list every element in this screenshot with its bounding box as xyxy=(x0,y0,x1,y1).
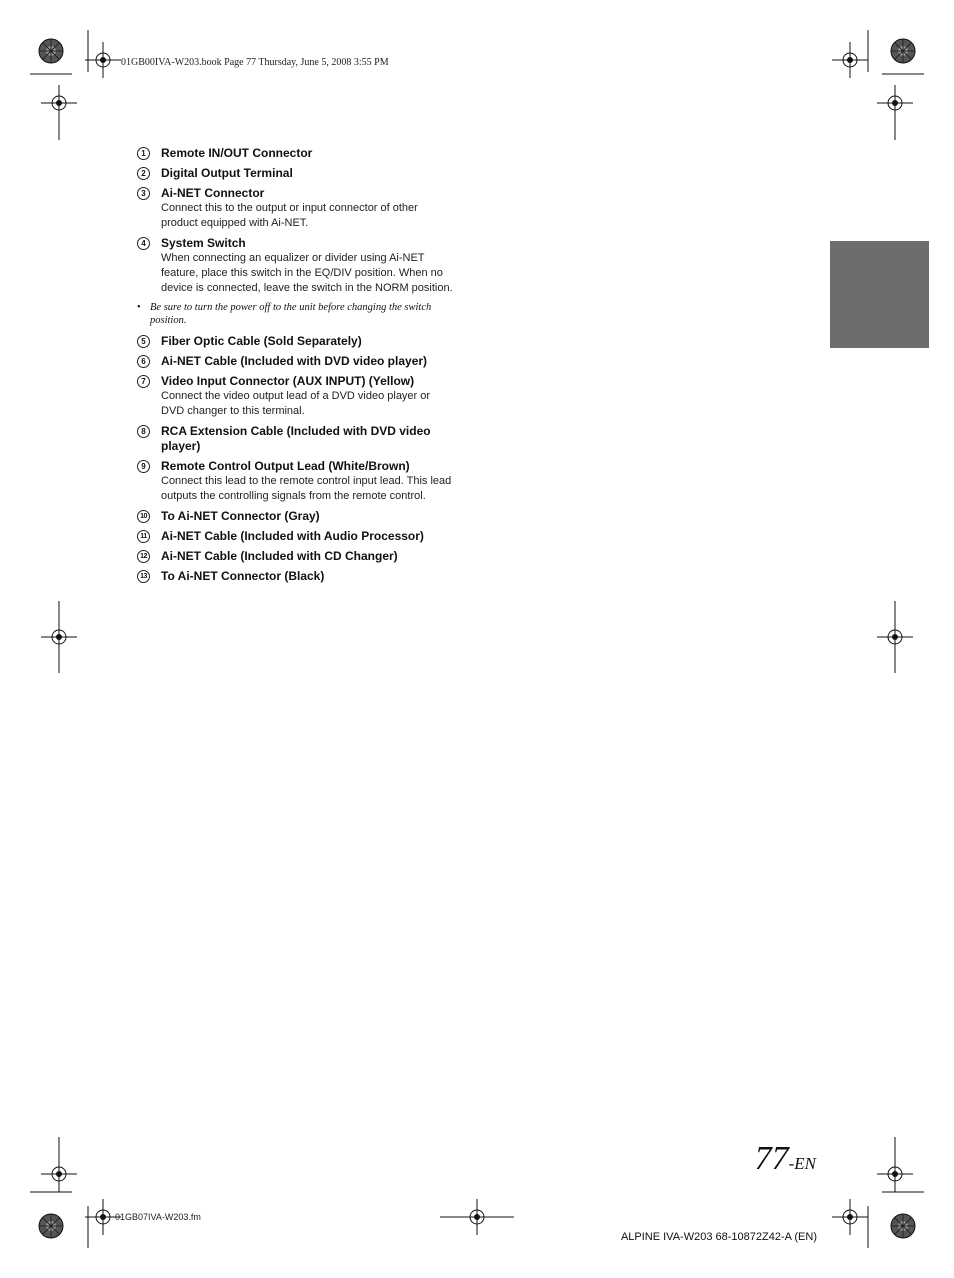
item-number-badge: 5 xyxy=(137,335,150,348)
item-description-line: device is connected, leave the switch in the NORM position. xyxy=(161,282,453,294)
item-number-badge: 10 xyxy=(137,510,150,523)
item-title: System Switch xyxy=(161,236,246,250)
note xyxy=(137,301,472,327)
item-description-line: When connecting an equalizer or divider using Ai-NET xyxy=(161,252,425,264)
footer-model: ALPINE IVA-W203 68-10872Z42-A (EN) xyxy=(620,1231,817,1243)
note-bullet: • xyxy=(137,302,141,313)
page-number-value: 77 xyxy=(754,1140,789,1177)
list-item xyxy=(137,459,472,504)
item-title: RCA Extension Cable (Included with DVD video player) xyxy=(161,424,431,453)
list-item xyxy=(137,146,472,161)
list-item xyxy=(137,166,472,181)
item-description-line: product equipped with Ai-NET. xyxy=(161,217,309,229)
note-line: Be sure to turn the power off to the unit before changing the switch xyxy=(150,302,432,313)
item-number-badge: 9 xyxy=(137,460,150,473)
connector-list xyxy=(137,146,472,589)
item-title: Fiber Optic Cable (Sold Separately) xyxy=(161,334,362,348)
item-title: Digital Output Terminal xyxy=(161,166,293,180)
list-item xyxy=(137,374,472,419)
item-description-line: Connect the video output lead of a DVD video player or xyxy=(161,390,431,402)
list-item xyxy=(137,549,472,564)
item-title: Ai-NET Cable (Included with CD Changer) xyxy=(161,549,398,563)
item-number-badge: 1 xyxy=(137,147,150,160)
item-title: Remote IN/OUT Connector xyxy=(161,146,313,160)
item-title: Video Input Connector (AUX INPUT) (Yellow) xyxy=(161,374,415,388)
print-header: 01GB00IVA-W203.book Page 77 Thursday, June 5, 2008 3:55 PM xyxy=(121,57,389,68)
item-title: Ai-NET Connector xyxy=(161,186,265,200)
section-tab xyxy=(830,241,929,348)
item-number-badge: 8 xyxy=(137,425,150,438)
note-line: position. xyxy=(150,315,187,326)
item-title: To Ai-NET Connector (Gray) xyxy=(161,509,320,523)
item-title: Ai-NET Cable (Included with Audio Processor) xyxy=(161,529,424,543)
item-number-badge: 3 xyxy=(137,187,150,200)
list-item xyxy=(137,334,472,349)
list-item xyxy=(137,509,472,524)
item-number-badge: 6 xyxy=(137,355,150,368)
item-description-line: DVD changer to this terminal. xyxy=(161,405,305,417)
page-number xyxy=(755,1140,816,1178)
list-item xyxy=(137,354,472,369)
item-number-badge: 11 xyxy=(137,530,150,543)
list-item xyxy=(137,569,472,584)
item-title: To Ai-NET Connector (Black) xyxy=(161,569,325,583)
item-description-line: outputs the controlling signals from the remote control. xyxy=(161,490,426,502)
item-number-badge: 12 xyxy=(137,550,150,563)
item-title: Remote Control Output Lead (White/Brown) xyxy=(161,459,410,473)
item-description-line: Connect this to the output or input connector of other xyxy=(161,202,418,214)
item-number-badge: 2 xyxy=(137,167,150,180)
list-item xyxy=(137,529,472,544)
item-number-badge: 4 xyxy=(137,237,150,250)
page-number-suffix: -EN xyxy=(788,1154,816,1173)
footer-file: 01GB07IVA-W203.fm xyxy=(115,1212,201,1222)
list-item xyxy=(137,186,472,231)
item-description-line: feature, place this switch in the EQ/DIV position. When no xyxy=(161,267,443,279)
list-item xyxy=(137,236,472,296)
item-description-line: Connect this lead to the remote control input lead. This lead xyxy=(161,475,452,487)
list-item xyxy=(137,424,472,454)
item-number-badge: 13 xyxy=(137,570,150,583)
item-title: Ai-NET Cable (Included with DVD video player) xyxy=(161,354,428,368)
item-number-badge: 7 xyxy=(137,375,150,388)
